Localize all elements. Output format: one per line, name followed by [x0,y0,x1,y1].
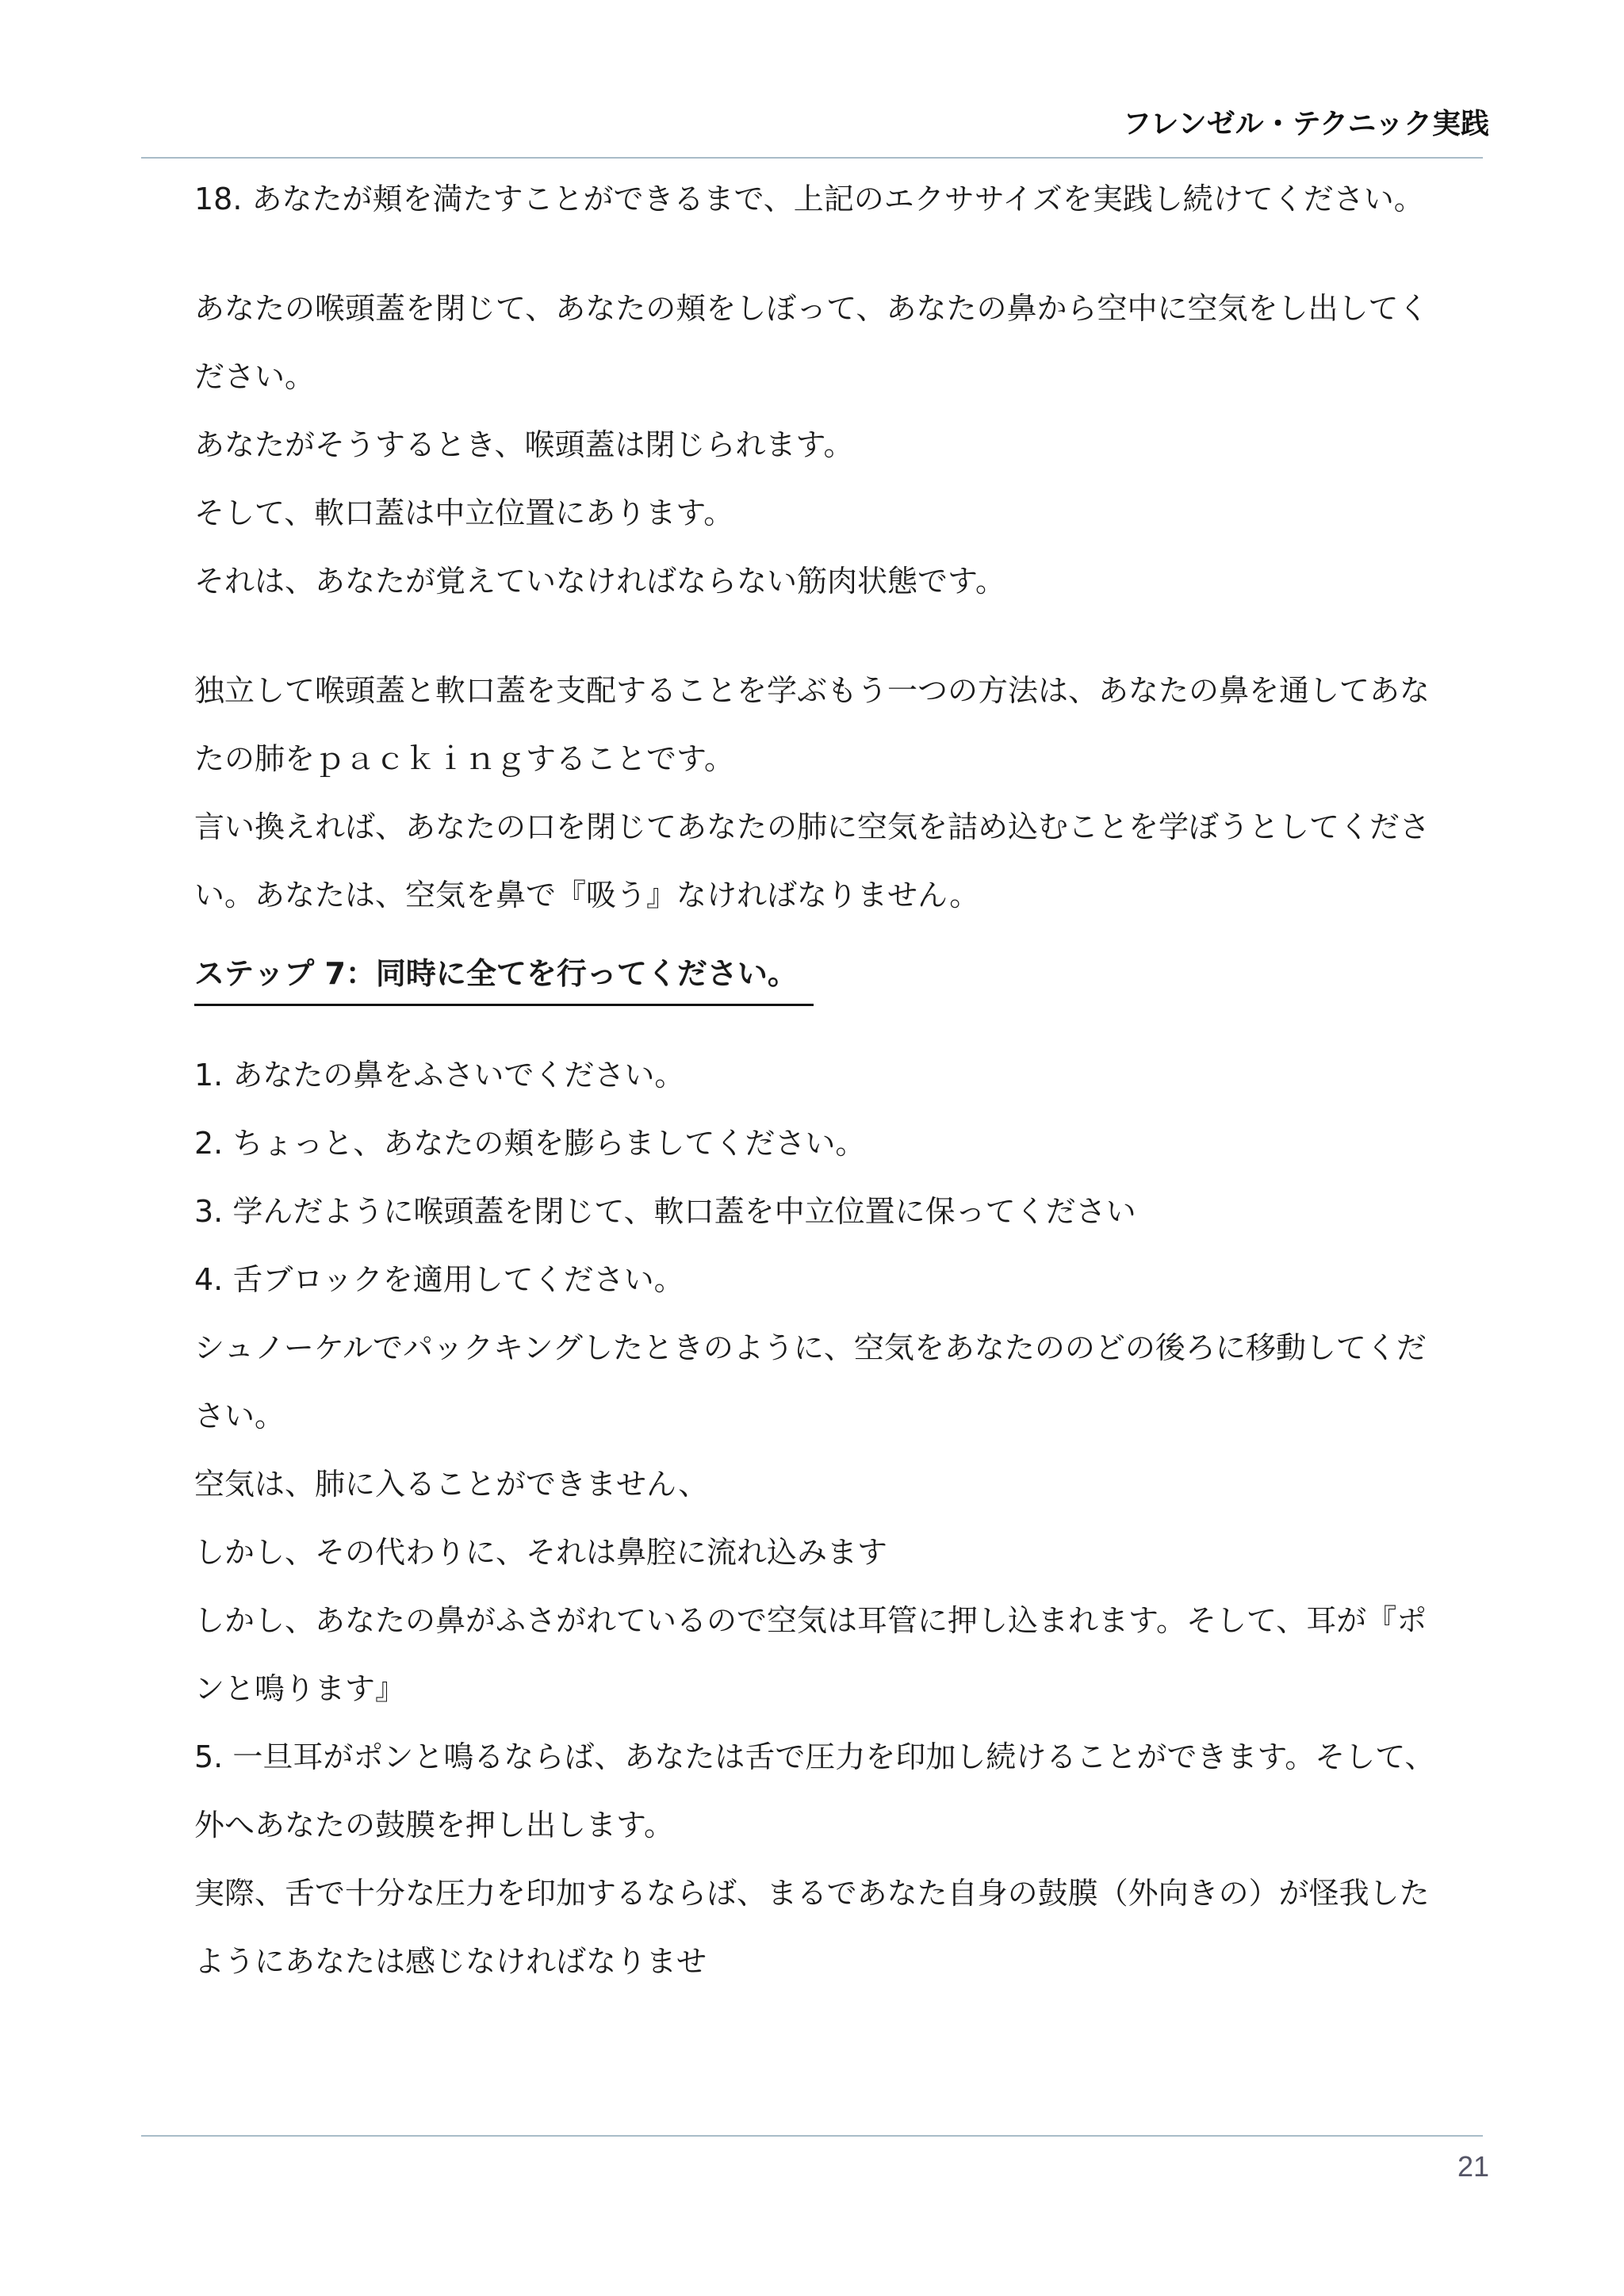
paragraph-line: それは、あなたが覚えていなければならない筋肉状態です。 [194,564,1005,599]
paragraph-line: そして、軟口蓋は中立位置にあります。 [194,496,734,530]
step-line: 2. ちょっと、あなたの頬を膨らましてください。 [194,1126,866,1161]
step-line: しかし、その代わりに、それは鼻腔に流れ込みます [194,1535,888,1570]
footer-divider [141,2135,1483,2137]
step-line: ようにあなたは感じなければなりませ [194,1944,707,1979]
running-header-title: フレンゼル・テクニック実践 [1122,108,1489,140]
step-line: シュノーケルでパックキングしたときのように、空気をあなたののどの後ろに移動してくだ [194,1330,1427,1365]
paragraph-line: たの肺をｐａｃｋｉｎｇすることです。 [194,741,734,776]
step-line: 1. あなたの鼻をふさいでください。 [194,1058,685,1093]
header-divider [141,157,1483,159]
step-line: 3. 学んだように喉頭蓋を閉じて、軟口蓋を中立位置に保ってください [194,1194,1136,1229]
paragraph-line: あなたがそうするとき、喉頭蓋は閉じられます。 [194,427,854,462]
paragraph-line: い。あなたは、空気を鼻で『吸う』なければなりません。 [194,878,980,913]
paragraph-line: 言い換えれば、あなたの口を閉じてあなたの肺に空気を詰め込むことを学ぼうとしてくださ [194,809,1431,844]
step-line: 4. 舌ブロックを適用してください。 [194,1262,684,1297]
paragraph-line: 独立して喉頭蓋と軟口蓋を支配することを学ぶもう一つの方法は、あなたの鼻を通してあな [194,673,1431,708]
paragraph-line: ださい。 [194,359,316,394]
step-line: 外へあなたの鼓膜を押し出します。 [194,1808,674,1843]
page-body [194,165,1495,1996]
step-line: 空気は、肺に入ることができません、 [194,1467,709,1502]
step-line: 実際、舌で十分な圧力を印加するならば、まるであなた自身の鼓膜（外向きの）が怪我した [194,1876,1430,1911]
step-line: 5. 一旦耳がポンと鳴るならば、あなたは舌で圧力を印加し続けることができます。そして、 [194,1739,1435,1774]
paragraph-line: あなたの喉頭蓋を閉じて、あなたの頬をしぼって、あなたの鼻から空中に空気をし出してく [194,291,1429,326]
step-line: さい。 [194,1399,285,1433]
step-line: しかし、あなたの鼻がふさがれているので空気は耳管に押し込まれます。そして、耳が『ポ [194,1603,1427,1638]
page-number: 21 [1457,2150,1489,2183]
paragraph-line: 18. あなたが頬を満たすことができるまで、上記のエクササイズを実践し続けてください。 [194,182,1424,216]
step-7-heading: ステップ 7：同時に全てを行ってください。 [194,943,814,1006]
step-line: ンと鳴ります』 [194,1671,406,1706]
